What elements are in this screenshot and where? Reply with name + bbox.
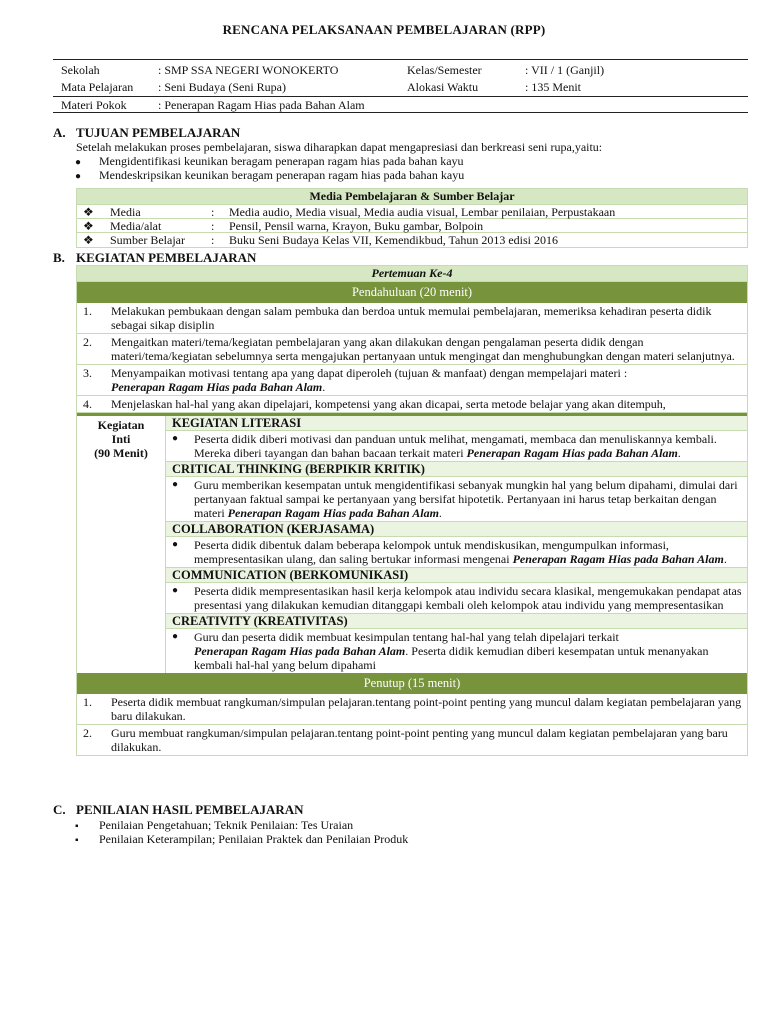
bullet-icon: ● xyxy=(172,631,179,642)
sekolah-value: : SMP SSA NEGERI WONOKERTO xyxy=(158,63,339,77)
step-number: 1. xyxy=(83,304,92,318)
media-value: Buku Seni Budaya Kelas VII, Kemendikbud, Tahun 2013 edisi 2016 xyxy=(229,233,559,247)
penilaian-text: Penilaian Keterampilan; Penilaian Praktek dan Penilaian Produk xyxy=(99,832,409,846)
step-tail: . xyxy=(322,380,326,394)
square-bullet-icon: ▪ xyxy=(75,821,79,832)
section-b-title: KEGIATAN PEMBELAJARAN xyxy=(76,250,257,265)
alokasi-value: : 135 Menit xyxy=(525,80,581,94)
bullet-icon: ● xyxy=(172,585,179,596)
media-value: Media audio, Media visual, Media audia visual, Lembar penilaian, Perpustakaan xyxy=(229,205,616,219)
block-emphasis: Penerapan Ragam Hias pada Bahan Alam xyxy=(512,552,724,566)
media-row xyxy=(77,233,747,247)
critical-thinking-body xyxy=(166,477,747,522)
pendahuluan-step xyxy=(77,334,747,365)
block-text: Peserta didik dibentuk dalam beberapa kelompok untuk mendiskusikan, mengumpulkan informasi, mempresentasikan ulang, dan saling bertukar informasi mengenai xyxy=(194,538,669,566)
block-emphasis: Penerapan Ragam Hias pada Bahan Alam xyxy=(227,506,439,520)
literasi-body xyxy=(166,431,747,462)
collaboration-heading: COLLABORATION (KERJASAMA) xyxy=(166,522,747,537)
media-sep: : xyxy=(211,219,215,233)
block-text: Guru dan peserta didik membuat kesimpulan tentang hal-hal yang telah dipelajari terkait xyxy=(194,630,619,644)
step-text: Melakukan pembukaan dengan salam pembuka dan berdoa untuk memulai pembelajaran, memeriksa kehadiran peserta didik sebagai sikap disiplin xyxy=(111,304,712,332)
info-table xyxy=(53,59,748,97)
step-text: Guru membuat rangkuman/simpulan pelajaran.tentang point-point penting yang muncul dalam kegiatan pembelajaran yang baru dilakukan. xyxy=(111,726,728,754)
section-c-number: C. xyxy=(53,802,66,817)
step-text: Menjelaskan hal-hal yang akan dipelajari, kompetensi yang akan dicapai, serta metode belajar yang akan ditempuh, xyxy=(111,397,666,411)
block-text: Peserta didik mempresentasikan hasil kerja kelompok atau individu secara klasikal, mengemukakan pendapat atas presentasi yang dilakukan kemudian ditanggapi kembali oleh kelompok atau individu yang mempresentasikan xyxy=(194,584,742,612)
inti-content xyxy=(166,416,747,673)
bullet-icon: ● xyxy=(75,157,82,168)
media-row xyxy=(77,205,747,219)
pendahuluan-bar: Pendahuluan (20 menit) xyxy=(77,282,747,303)
communication-heading: COMMUNICATION (BERKOMUNIKASI) xyxy=(166,568,747,583)
inti-time: (90 Menit) xyxy=(94,446,148,460)
block-tail: . xyxy=(723,552,727,566)
kelas-label: Kelas/Semester xyxy=(407,63,482,77)
media-row xyxy=(77,219,747,233)
block-tail: . xyxy=(677,446,681,460)
step-number: 1. xyxy=(83,695,92,709)
materi-value: : Penerapan Ragam Hias pada Bahan Alam xyxy=(158,98,365,112)
media-label: Media/alat xyxy=(110,219,162,233)
media-label: Media xyxy=(110,205,141,219)
diamond-bullet-icon: ❖ xyxy=(83,219,94,233)
media-value: Pensil, Pensil warna, Krayon, Buku gambar, Bolpoin xyxy=(229,219,484,233)
section-a-intro: Setelah melakukan proses pembelajaran, siswa diharapkan dapat mengapresiasi dan berkreasi seni rupa,yaitu: xyxy=(76,140,603,154)
pendahuluan-step xyxy=(77,303,747,334)
inti-label-cell xyxy=(77,416,166,673)
section-a-title: TUJUAN PEMBELAJARAN xyxy=(76,125,241,140)
media-sep: : xyxy=(211,233,215,247)
block-tail: . xyxy=(438,506,442,520)
literasi-heading: KEGIATAN LITERASI xyxy=(166,416,747,431)
media-sep: : xyxy=(211,205,215,219)
bullet-icon: ● xyxy=(172,433,179,444)
communication-body xyxy=(166,583,747,614)
step-number: 2. xyxy=(83,335,92,349)
section-c-title: PENILAIAN HASIL PEMBELAJARAN xyxy=(76,802,304,817)
diamond-bullet-icon: ❖ xyxy=(83,233,94,247)
alokasi-label: Alokasi Waktu xyxy=(407,80,479,94)
creativity-heading: CREATIVITY (KREATIVITAS) xyxy=(166,614,747,629)
diamond-bullet-icon: ❖ xyxy=(83,205,94,219)
penutup-step xyxy=(77,725,747,755)
tujuan-text: Mengidentifikasi keunikan beragam penerapan ragam hias pada bahan kayu xyxy=(99,154,464,168)
kegiatan-table xyxy=(76,265,748,756)
bullet-icon: ● xyxy=(75,171,82,182)
section-a-heading xyxy=(53,126,240,140)
penilaian-item xyxy=(75,832,408,848)
section-b-heading xyxy=(53,251,256,265)
kelas-value: : VII / 1 (Ganjil) xyxy=(525,63,605,77)
pendahuluan-step xyxy=(77,396,747,413)
step-text: Mengaitkan materi/tema/kegiatan pembelajaran yang akan dilakukan dengan pengalaman peserta didik dengan materi/tema/kegiatan sebelumnya serta mengajukan pertanyaan untuk mengingat dan menghubungkan dengan materi selanjutnya. xyxy=(111,335,735,363)
step-number: 2. xyxy=(83,726,92,740)
block-text: Peserta didik diberi motivasi dan panduan untuk melihat, mengamati, membaca dan menuliskannya kembali. Mereka diberi tayangan dan bahan bacaan terkait materi xyxy=(194,432,717,460)
critical-thinking-heading: CRITICAL THINKING (BERPIKIR KRITIK) xyxy=(166,462,747,477)
collaboration-body xyxy=(166,537,747,568)
penutup-bar: Penutup (15 menit) xyxy=(77,673,747,694)
pendahuluan-step xyxy=(77,365,747,396)
block-emphasis: Penerapan Ragam Hias pada Bahan Alam xyxy=(194,644,406,658)
media-header: Media Pembelajaran & Sumber Belajar xyxy=(77,189,747,205)
block-tail: . Peserta didik kemudian diberi kesempatan untuk menanyakan kembali hal-hal yang belum dipahami xyxy=(194,644,709,672)
step-number: 3. xyxy=(83,366,92,380)
media-label: Sumber Belajar xyxy=(110,233,185,247)
section-c-heading xyxy=(53,803,304,817)
block-emphasis: Penerapan Ragam Hias pada Bahan Alam xyxy=(466,446,678,460)
document-title: RENCANA PELAKSANAAN PEMBELAJARAN (RPP) xyxy=(222,22,546,37)
mapel-value: : Seni Budaya (Seni Rupa) xyxy=(158,80,286,94)
kegiatan-inti xyxy=(77,413,747,673)
penutup-step xyxy=(77,694,747,725)
step-text: Menyampaikan motivasi tentang apa yang dapat diperoleh (tujuan & manfaat) dengan mempelajari materi : xyxy=(111,366,628,380)
materi-row xyxy=(53,97,748,113)
penilaian-text: Penilaian Pengetahuan; Teknik Penilaian: Tes Uraian xyxy=(99,818,354,832)
bullet-icon: ● xyxy=(172,479,179,490)
materi-label: Materi Pokok xyxy=(61,98,127,112)
tujuan-item xyxy=(75,168,464,184)
step-emphasis: Penerapan Ragam Hias pada Bahan Alam xyxy=(111,380,323,394)
inti-label: Kegiatan Inti xyxy=(97,418,145,446)
step-text: Peserta didik membuat rangkuman/simpulan pelajaran.tentang point-point penting yang muncul dalam kegiatan pembelajaran yang baru dilakukan. xyxy=(111,695,742,723)
creativity-body xyxy=(166,629,747,673)
step-number: 4. xyxy=(83,397,92,411)
bullet-icon: ● xyxy=(172,539,179,550)
block-text: Guru memberikan kesempatan untuk mengidentifikasi sebanyak mungkin hal yang belum dipahami, dimulai dari pertanyaan faktual sampai ke pertanyaan yang bersifat hipotetik. Pertanyaan ini harus tetap berkaitan dengan materi xyxy=(194,478,738,520)
pertemuan-header: Pertemuan Ke-4 xyxy=(77,266,747,282)
section-b-number: B. xyxy=(53,250,65,265)
tujuan-text: Mendeskripsikan keunikan beragam penerapan ragam hias pada bahan kayu xyxy=(99,168,465,182)
section-a-number: A. xyxy=(53,125,66,140)
square-bullet-icon: ▪ xyxy=(75,835,79,846)
mapel-label: Mata Pelajaran xyxy=(61,80,134,94)
sekolah-label: Sekolah xyxy=(61,63,100,77)
media-table xyxy=(76,188,748,248)
